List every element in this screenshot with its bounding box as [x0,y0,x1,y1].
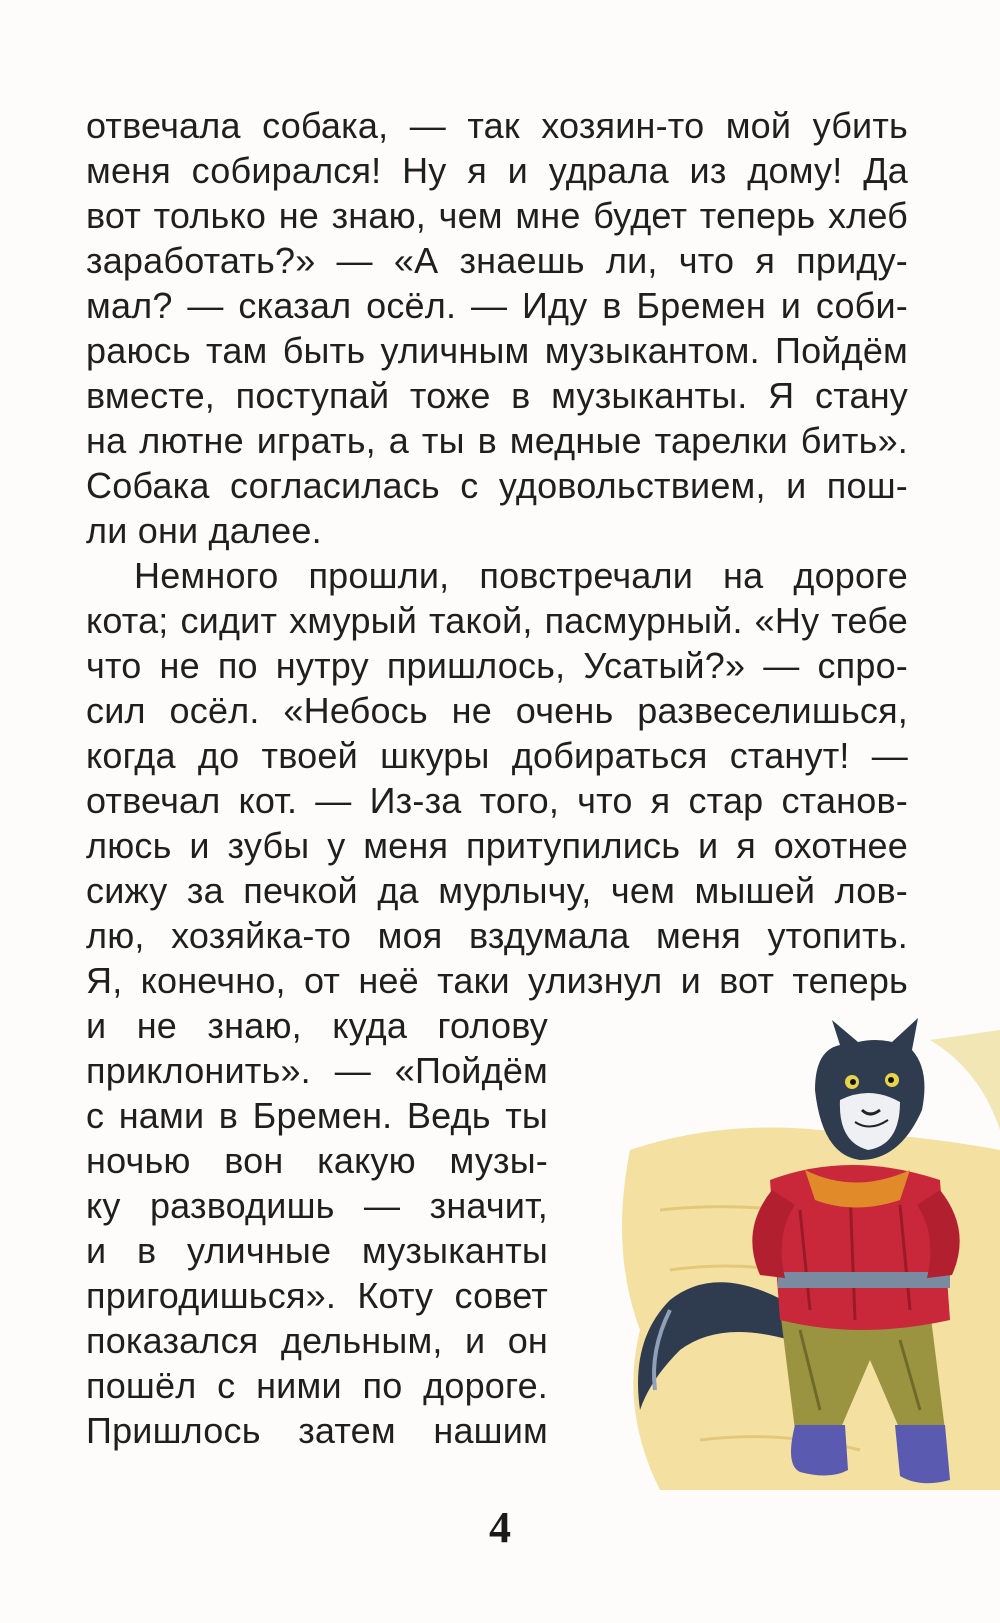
text-line: отвечала собака, — так хозяин-то мой убить [86,105,908,146]
text-line: раюсь там быть уличным музыкантом. Пойдём [86,330,908,371]
text-line: ку разводишь — значит, [86,1185,548,1226]
text-line: мал? — сказал осёл. — Иду в Бремен и соби- [86,285,908,326]
paragraph-1 [86,103,908,553]
text-line: меня собирался! Ну я и удрала из дому! Да [86,150,908,191]
text-line: и не знаю, куда голову [86,1005,548,1046]
text-line: сил осёл. «Небось не очень развеселишься, [86,690,908,731]
cat-boot-right [895,1425,950,1483]
text-line: люсь и зубы у меня притупились и я охотнее [86,825,908,866]
text-line: и в уличные музыканты [86,1230,548,1271]
text-line: лю, хозяйка-то моя вздумала меня утопить. [86,915,908,956]
cat-boot-left [791,1425,848,1476]
text-line: Пришлось затем нашим [86,1410,548,1451]
text-line: пригодишься». Коту совет [86,1275,548,1316]
text-line: что не по нутру пришлось, Усатый?» — спро- [86,645,908,686]
text-line: кота; сидит хмурый такой, пасмурный. «Ну тебе [86,600,908,641]
text-line: когда до твоей шкуры добираться станут! — [86,735,908,776]
text-line: пошёл с ними по дороге. [86,1365,548,1406]
cat-belt [778,1272,950,1288]
text-line: ночью вон какую музы- [86,1140,548,1181]
text-line: Я, конечно, от неё таки улизнул и вот теперь [86,960,908,1001]
page-number: 4 [489,1503,511,1552]
text-line: Собака согласилась с удовольствием, и пош- [86,465,908,506]
text-line: вместе, поступай тоже в музыканты. Я стану [86,375,908,416]
text-line: Немного прошли, повстречали на дороге [134,555,908,596]
text-line: ли они далее. [86,510,322,551]
text-line: с нами в Бремен. Ведь ты [86,1095,548,1136]
text-line: на лютне играть, а ты в медные тарелки бить». [86,420,908,461]
text-line: показался дельным, и он [86,1320,548,1361]
text-line: заработать?» — «А знаешь ли, что я приду- [86,240,908,281]
text-line: вот только не знаю, чем мне будет теперь хлеб [86,195,908,236]
cat-illustration [600,1010,1000,1510]
text-line: приклонить». — «Пойдём [86,1050,548,1091]
text-line: сижу за печкой да мурлычу, чем мышей лов- [86,870,908,911]
text-line: отвечал кот. — Из-за того, что я стар станов- [86,780,908,821]
